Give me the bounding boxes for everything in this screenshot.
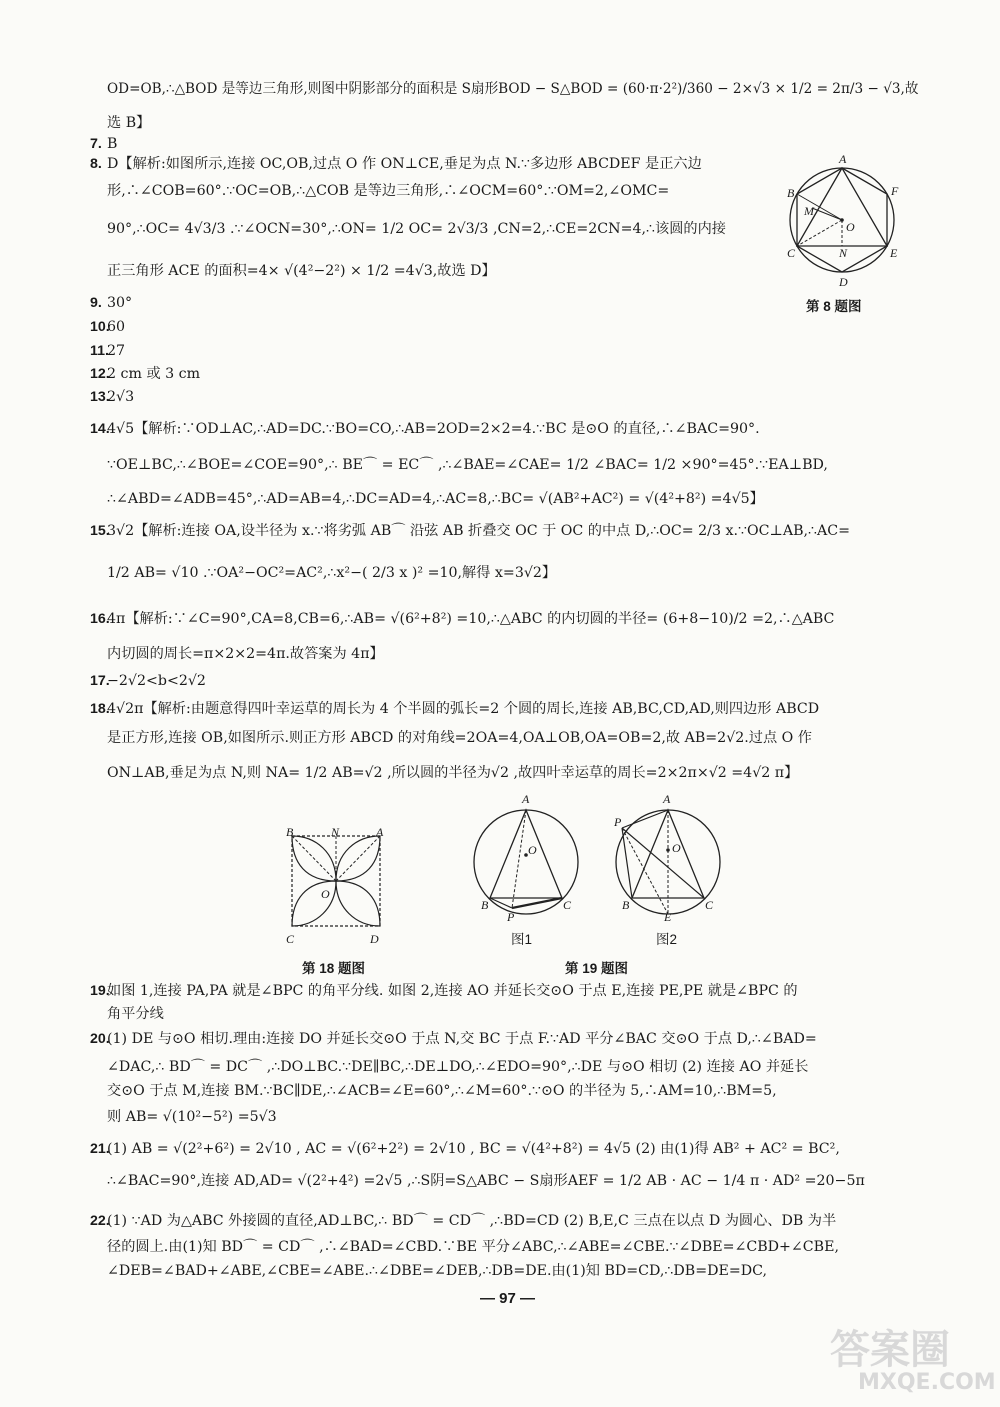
text-line bbox=[90, 1212, 836, 1230]
line-text: −2√2<b<2√2 bbox=[107, 673, 206, 689]
fig19a-label-a: A bbox=[522, 792, 530, 806]
line-text: 径的圆上.由(1)知 BD⌒ = CD⌒ ,∴∠BAD=∠CBD.∵BE 平分∠ABC,∴∠ABE=∠CBE.∵∠DBE=∠CBD+∠CBE, bbox=[107, 1239, 839, 1255]
question-number: 16. bbox=[90, 611, 110, 627]
text-line bbox=[107, 114, 150, 132]
question-number: 15. bbox=[90, 523, 110, 539]
page-number: — 97 — bbox=[480, 1290, 536, 1307]
fig19-caption: 第 19 题图 bbox=[565, 961, 629, 976]
question-number: 13. bbox=[90, 389, 110, 405]
fig19b-label-p: P bbox=[614, 815, 622, 829]
text-line bbox=[90, 155, 702, 173]
text-line bbox=[107, 80, 918, 98]
text-line bbox=[90, 1140, 840, 1158]
line-text: 4√2π【解析:由题意得四叶幸运草的周长为 4 个半圆的弧长=2 个圆的周长,连接 AB,BC,CD,AD,则四边形 ABCD bbox=[107, 701, 820, 717]
text-line bbox=[90, 365, 200, 383]
line-text: 如图 1,连接 PA,PA 就是∠BPC 的角平分线. 如图 2,连接 AO 并延长交⊙O 于点 E,连接 PE,PE 就是∠BPC 的 bbox=[107, 983, 798, 999]
line-text: 选 B】 bbox=[107, 115, 151, 131]
fig18-label-b: B bbox=[286, 825, 294, 839]
line-text: 4π【解析:∵∠C=90°,CA=8,CB=6,∴AB= √(6²+8²) =10,∴△ABC 的内切圆的半径= (6+8−10)/2 =2,∴△ABC bbox=[107, 611, 835, 627]
fig18-label-n: N bbox=[331, 825, 340, 839]
question-number: 12. bbox=[90, 366, 110, 382]
line-text: ON⊥AB,垂足为点 N,则 NA= 1/2 AB=√2 ,所以圆的半径为√2 ,故四叶幸运草的周长=2×2π×√2 =4√2 π】 bbox=[107, 765, 799, 781]
question-number: 8. bbox=[90, 156, 102, 172]
line-text: 90°,∴OC= 4√3/3 .∵∠OCN=30°,∴ON= 1/2 OC= 2√3/3 ,CN=2,∴CE=2CN=4,∴该圆的内接 bbox=[107, 221, 726, 237]
figure-8-hexagon-diagram bbox=[780, 152, 910, 282]
line-text: 角平分线 bbox=[107, 1006, 164, 1022]
fig19-2-caption: 图2 bbox=[656, 932, 678, 947]
line-text: 内切圆的周长=π×2×2=4π.故答案为 4π】 bbox=[107, 646, 384, 662]
fig19a-label-b: B bbox=[481, 898, 489, 912]
fig8-label-o: O bbox=[846, 220, 855, 234]
text-line bbox=[90, 318, 125, 336]
fig8-label-d: D bbox=[839, 275, 848, 289]
question-number: 18. bbox=[90, 701, 110, 717]
line-text: OD=OB,∴△BOD 是等边三角形,则图中阴影部分的面积是 S扇形BOD − S△BOD = (60·π·2²)/360 − 2×√3 × 1/2 = 2π/3 − √3,故 bbox=[107, 81, 919, 97]
question-number: 7. bbox=[90, 136, 102, 152]
question-number: 10. bbox=[90, 319, 110, 335]
fig8-label-f: F bbox=[891, 184, 899, 198]
text-line bbox=[90, 294, 132, 312]
question-number: 11. bbox=[90, 343, 109, 359]
watermark-logo: 答案圈 bbox=[830, 1327, 950, 1373]
line-text: D【解析:如图所示,连接 OC,OB,过点 O 作 ON⊥CE,垂足为点 N.∵多边形 ABCDEF 是正六边 bbox=[107, 156, 702, 172]
fig19b-label-e: E bbox=[664, 910, 672, 924]
fig18-label-a: A bbox=[376, 825, 384, 839]
line-text: 1/2 AB= √10 .∵OA²−OC²=AC²,∴x²−( 2/3 x )² =10,解得 x=3√2】 bbox=[107, 565, 557, 581]
line-text: 30° bbox=[107, 295, 133, 311]
line-text: 是正方形,连接 OB,如图所示.则正方形 ABCD 的对角线=2OA=4,OA⊥OB,OA=OB=2,故 AB=2√2.过点 O 作 bbox=[107, 730, 812, 746]
fig19b-label-c: C bbox=[705, 898, 714, 912]
text-line bbox=[90, 672, 206, 690]
text-line bbox=[107, 182, 669, 200]
fig19-1-caption: 图1 bbox=[511, 932, 533, 947]
text-line bbox=[90, 700, 819, 718]
text-line bbox=[90, 388, 134, 406]
text-line bbox=[90, 982, 798, 1000]
question-number: 20. bbox=[90, 1031, 110, 1047]
text-line bbox=[107, 1238, 839, 1256]
question-number: 22. bbox=[90, 1213, 110, 1229]
text-line bbox=[107, 564, 556, 582]
text-line bbox=[107, 645, 384, 663]
text-line bbox=[90, 1030, 817, 1048]
question-number: 9. bbox=[90, 295, 102, 311]
fig19a-label-p: P bbox=[507, 910, 515, 924]
fig19b-label-o: O bbox=[672, 841, 681, 855]
line-text: ∵OE⊥BC,∴∠BOE=∠COE=90°,∴ BE⌒ = EC⌒ ,∴∠BAE=∠CAE= 1/2 ∠BAC= 1/2 ×90°=45°.∵EA⊥BD, bbox=[107, 457, 828, 473]
text-line bbox=[107, 1058, 808, 1076]
line-text: 3√2【解析:连接 OA,设半径为 x.∵将劣弧 AB⌒ 沿弦 AB 折叠交 OC 于 OC 的中点 D,∴OC= 2/3 x.∵OC⊥AB,∴AC= bbox=[107, 523, 851, 539]
question-number: 21. bbox=[90, 1141, 110, 1157]
fig8-caption: 第 8 题图 bbox=[806, 299, 862, 314]
line-text: (1) DE 与⊙O 相切.理由:连接 DO 并延长交⊙O 于点 N,交 BC 于点 F.∵AD 平分∠BAC 交⊙O 于点 D,∴∠BAD= bbox=[107, 1031, 817, 1047]
fig8-label-c: C bbox=[787, 246, 796, 260]
fig18-label-o: O bbox=[321, 887, 330, 901]
line-text: 形,∴∠COB=60°.∵OC=OB,∴△COB 是等边三角形,∴∠OCM=60°.∵OM=2,∠OMC= bbox=[107, 183, 670, 199]
fig19b-label-a: A bbox=[663, 792, 671, 806]
text-line bbox=[107, 1172, 865, 1190]
fig8-label-a: A bbox=[839, 152, 847, 166]
fig18-caption: 第 18 题图 bbox=[302, 961, 366, 976]
line-text: 4√5【解析:∵OD⊥AC,∴AD=DC.∵BO=CO,∴AB=2OD=2×2=4.∵BC 是⊙O 的直径,∴∠BAC=90°. bbox=[107, 421, 760, 437]
line-text: 2√3 bbox=[107, 389, 135, 405]
text-line bbox=[107, 1262, 767, 1280]
fig8-label-b: B bbox=[787, 186, 795, 200]
line-text: 60 bbox=[107, 319, 126, 335]
text-line bbox=[107, 1005, 164, 1023]
fig18-label-c: C bbox=[286, 932, 295, 946]
text-line bbox=[107, 490, 764, 508]
line-text: (1) AB = √(2²+6²) = 2√10 , AC = √(6²+2²) = 2√10 , BC = √(4²+8²) = 4√5 (2) 由(1)得 AB² + AC² = BC², bbox=[107, 1141, 840, 1157]
text-line bbox=[90, 610, 834, 628]
line-text: (1) ∵AD 为△ABC 外接圆的直径,AD⊥BC,∴ BD⌒ = CD⌒ ,∴BD=CD (2) B,E,C 三点在以点 D 为圆心、DB 为半 bbox=[107, 1213, 837, 1229]
fig19a-label-o: O bbox=[528, 843, 537, 857]
line-text: ∴∠BAC=90°,连接 AD,AD= √(2²+4²) =2√5 ,∴S阴=S△ABC − S扇形AEF = 1/2 AB · AC − 1/4 π · AD² =20−5π bbox=[107, 1173, 865, 1189]
text-line bbox=[90, 342, 125, 360]
text-line bbox=[90, 135, 117, 153]
text-line bbox=[107, 456, 828, 474]
line-text: ∠DAC,∴ BD⌒ = DC⌒ ,∴DO⊥BC.∵DE∥BC,∴DE⊥DO,∴∠EDO=90°,∴DE 与⊙O 相切 (2) 连接 AO 并延长 bbox=[107, 1059, 809, 1075]
text-line bbox=[107, 1082, 777, 1100]
line-text: 则 AB= √(10²−5²) =5√3 bbox=[107, 1109, 277, 1125]
line-text: 27 bbox=[107, 343, 126, 359]
line-text: B bbox=[107, 136, 118, 152]
fig18-label-d: D bbox=[370, 932, 379, 946]
question-number: 14. bbox=[90, 421, 110, 437]
line-text: 交⊙O 于点 M,连接 BM.∵BC∥DE,∴∠ACB=∠E=60°,∴∠M=60°.∵⊙O 的半径为 5,∴AM=10,∴BM=5, bbox=[107, 1083, 777, 1099]
fig19a-label-c: C bbox=[563, 898, 572, 912]
text-line bbox=[90, 522, 850, 540]
figure-18-clover-diagram bbox=[286, 828, 386, 938]
text-line bbox=[107, 1108, 277, 1126]
watermark-url: MXQE.COM bbox=[858, 1370, 996, 1395]
text-line bbox=[90, 420, 760, 438]
line-text: 正三角形 ACE 的面积=4× √(4²−2²) × 1/2 =4√3,故选 D】 bbox=[107, 263, 496, 279]
text-line bbox=[107, 262, 496, 280]
line-text: ∴∠ABD=∠ADB=45°,∴AD=AB=4,∴DC=AD=4,∴AC=8,∴BC= √(AB²+AC²) = √(4²+8²) =4√5】 bbox=[107, 491, 764, 507]
text-line bbox=[107, 729, 812, 747]
line-text: 2 cm 或 3 cm bbox=[107, 366, 201, 382]
line-text: ∠DEB=∠BAD+∠ABE,∠CBE=∠ABE.∴∠DBE=∠DEB,∴DB=DE.由(1)知 BD=CD,∴DB=DE=DC, bbox=[107, 1263, 767, 1279]
fig8-label-n: N bbox=[839, 246, 848, 260]
fig19b-label-b: B bbox=[622, 898, 630, 912]
text-line bbox=[107, 220, 726, 238]
fig8-label-e: E bbox=[890, 246, 898, 260]
text-line bbox=[107, 764, 798, 782]
fig8-label-m: M bbox=[804, 204, 814, 218]
question-number: 19. bbox=[90, 983, 110, 999]
question-number: 17. bbox=[90, 673, 110, 689]
